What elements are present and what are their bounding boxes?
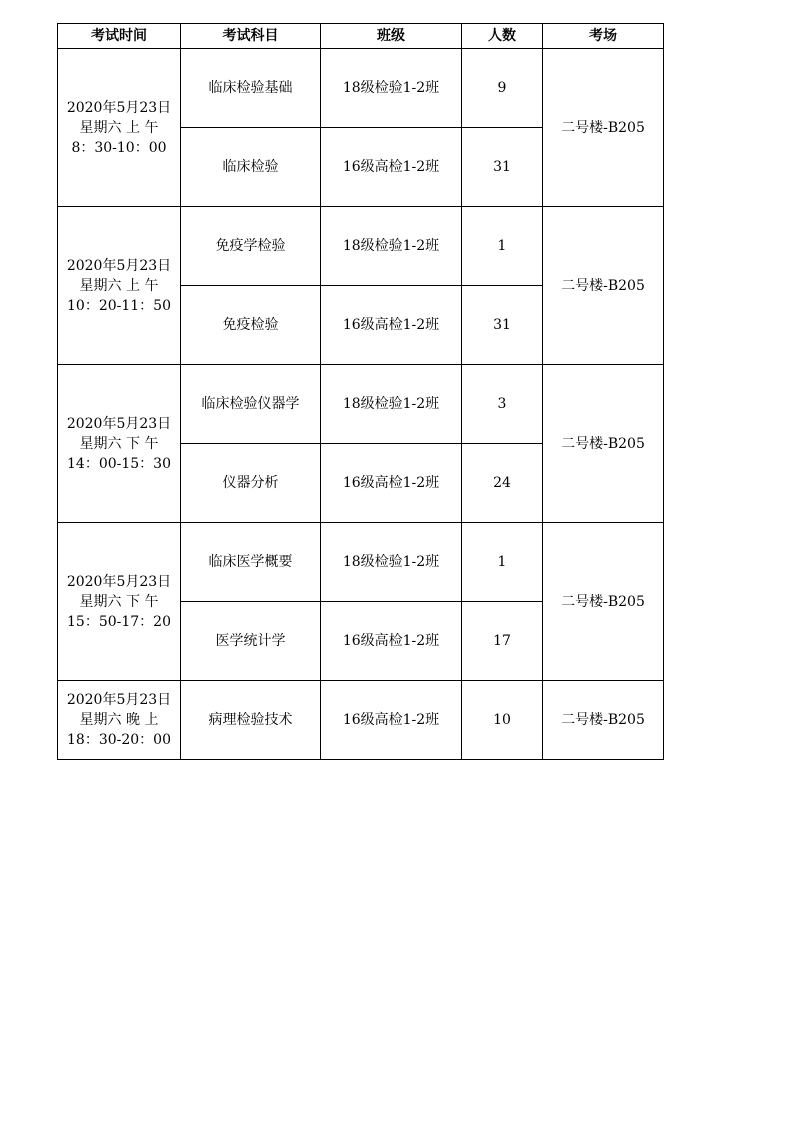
exam-date: 2020年5月23日: [66, 257, 172, 274]
room-cell: 二号楼-B205: [543, 523, 664, 681]
exam-date: 2020年5月23日: [66, 692, 172, 708]
exam-date: 2020年5月23日: [66, 573, 172, 590]
exam-time-range: 14：00-15：30: [67, 455, 171, 472]
exam-time-range: 15：50-17：20: [67, 613, 171, 630]
table-row: [58, 523, 664, 602]
exam-time-cell: [58, 681, 181, 760]
header-subject: 考试科目: [181, 24, 321, 49]
subject-cell: 免疫检验: [181, 286, 321, 365]
exam-weekday: 星期六 下 午: [79, 435, 159, 452]
class-cell: 18级检验1-2班: [321, 49, 462, 128]
exam-time-range: 10：20-11：50: [67, 297, 171, 314]
table-row: [58, 207, 664, 286]
exam-time-cell: [58, 49, 181, 207]
count-cell: 10: [462, 681, 543, 760]
exam-time-cell: [58, 207, 181, 365]
count-cell: 3: [462, 365, 543, 444]
exam-weekday: 星期六 上 午: [79, 277, 159, 294]
table-row: [58, 365, 664, 444]
exam-time-range: 18：30-20：00: [67, 732, 171, 748]
class-cell: 16级高检1-2班: [321, 444, 462, 523]
header-time: 考试时间: [58, 24, 181, 49]
exam-date: 2020年5月23日: [66, 415, 172, 432]
class-cell: 16级高检1-2班: [321, 286, 462, 365]
count-cell: 9: [462, 49, 543, 128]
class-cell: 18级检验1-2班: [321, 207, 462, 286]
table-row: [58, 49, 664, 128]
class-cell: 16级高检1-2班: [321, 681, 462, 760]
count-cell: 17: [462, 602, 543, 681]
exam-weekday: 星期六 下 午: [79, 593, 159, 610]
room-cell: 二号楼-B205: [543, 365, 664, 523]
count-cell: 1: [462, 207, 543, 286]
exam-schedule-table: [57, 23, 664, 760]
header-room: 考场: [543, 24, 664, 49]
exam-time-cell: [58, 365, 181, 523]
header-class: 班级: [321, 24, 462, 49]
exam-time-cell: [58, 523, 181, 681]
room-cell: 二号楼-B205: [543, 207, 664, 365]
room-cell: 二号楼-B205: [543, 681, 664, 760]
subject-cell: 医学统计学: [181, 602, 321, 681]
count-cell: 31: [462, 128, 543, 207]
table-row: [58, 681, 664, 760]
count-cell: 1: [462, 523, 543, 602]
exam-weekday: 星期六 晚 上: [79, 712, 159, 728]
count-cell: 24: [462, 444, 543, 523]
subject-cell: 临床医学概要: [181, 523, 321, 602]
subject-cell: 临床检验基础: [181, 49, 321, 128]
class-cell: 18级检验1-2班: [321, 365, 462, 444]
room-cell: 二号楼-B205: [543, 49, 664, 207]
subject-cell: 临床检验: [181, 128, 321, 207]
subject-cell: 病理检验技术: [181, 681, 321, 760]
exam-date: 2020年5月23日: [66, 99, 172, 116]
header-row: [58, 24, 664, 49]
class-cell: 16级高检1-2班: [321, 128, 462, 207]
count-cell: 31: [462, 286, 543, 365]
exam-schedule-sheet: [57, 23, 664, 760]
class-cell: 18级检验1-2班: [321, 523, 462, 602]
header-count: 人数: [462, 24, 543, 49]
exam-time-range: 8：30-10：00: [71, 139, 167, 156]
subject-cell: 免疫学检验: [181, 207, 321, 286]
subject-cell: 仪器分析: [181, 444, 321, 523]
class-cell: 16级高检1-2班: [321, 602, 462, 681]
exam-weekday: 星期六 上 午: [79, 119, 159, 136]
subject-cell: 临床检验仪器学: [181, 365, 321, 444]
